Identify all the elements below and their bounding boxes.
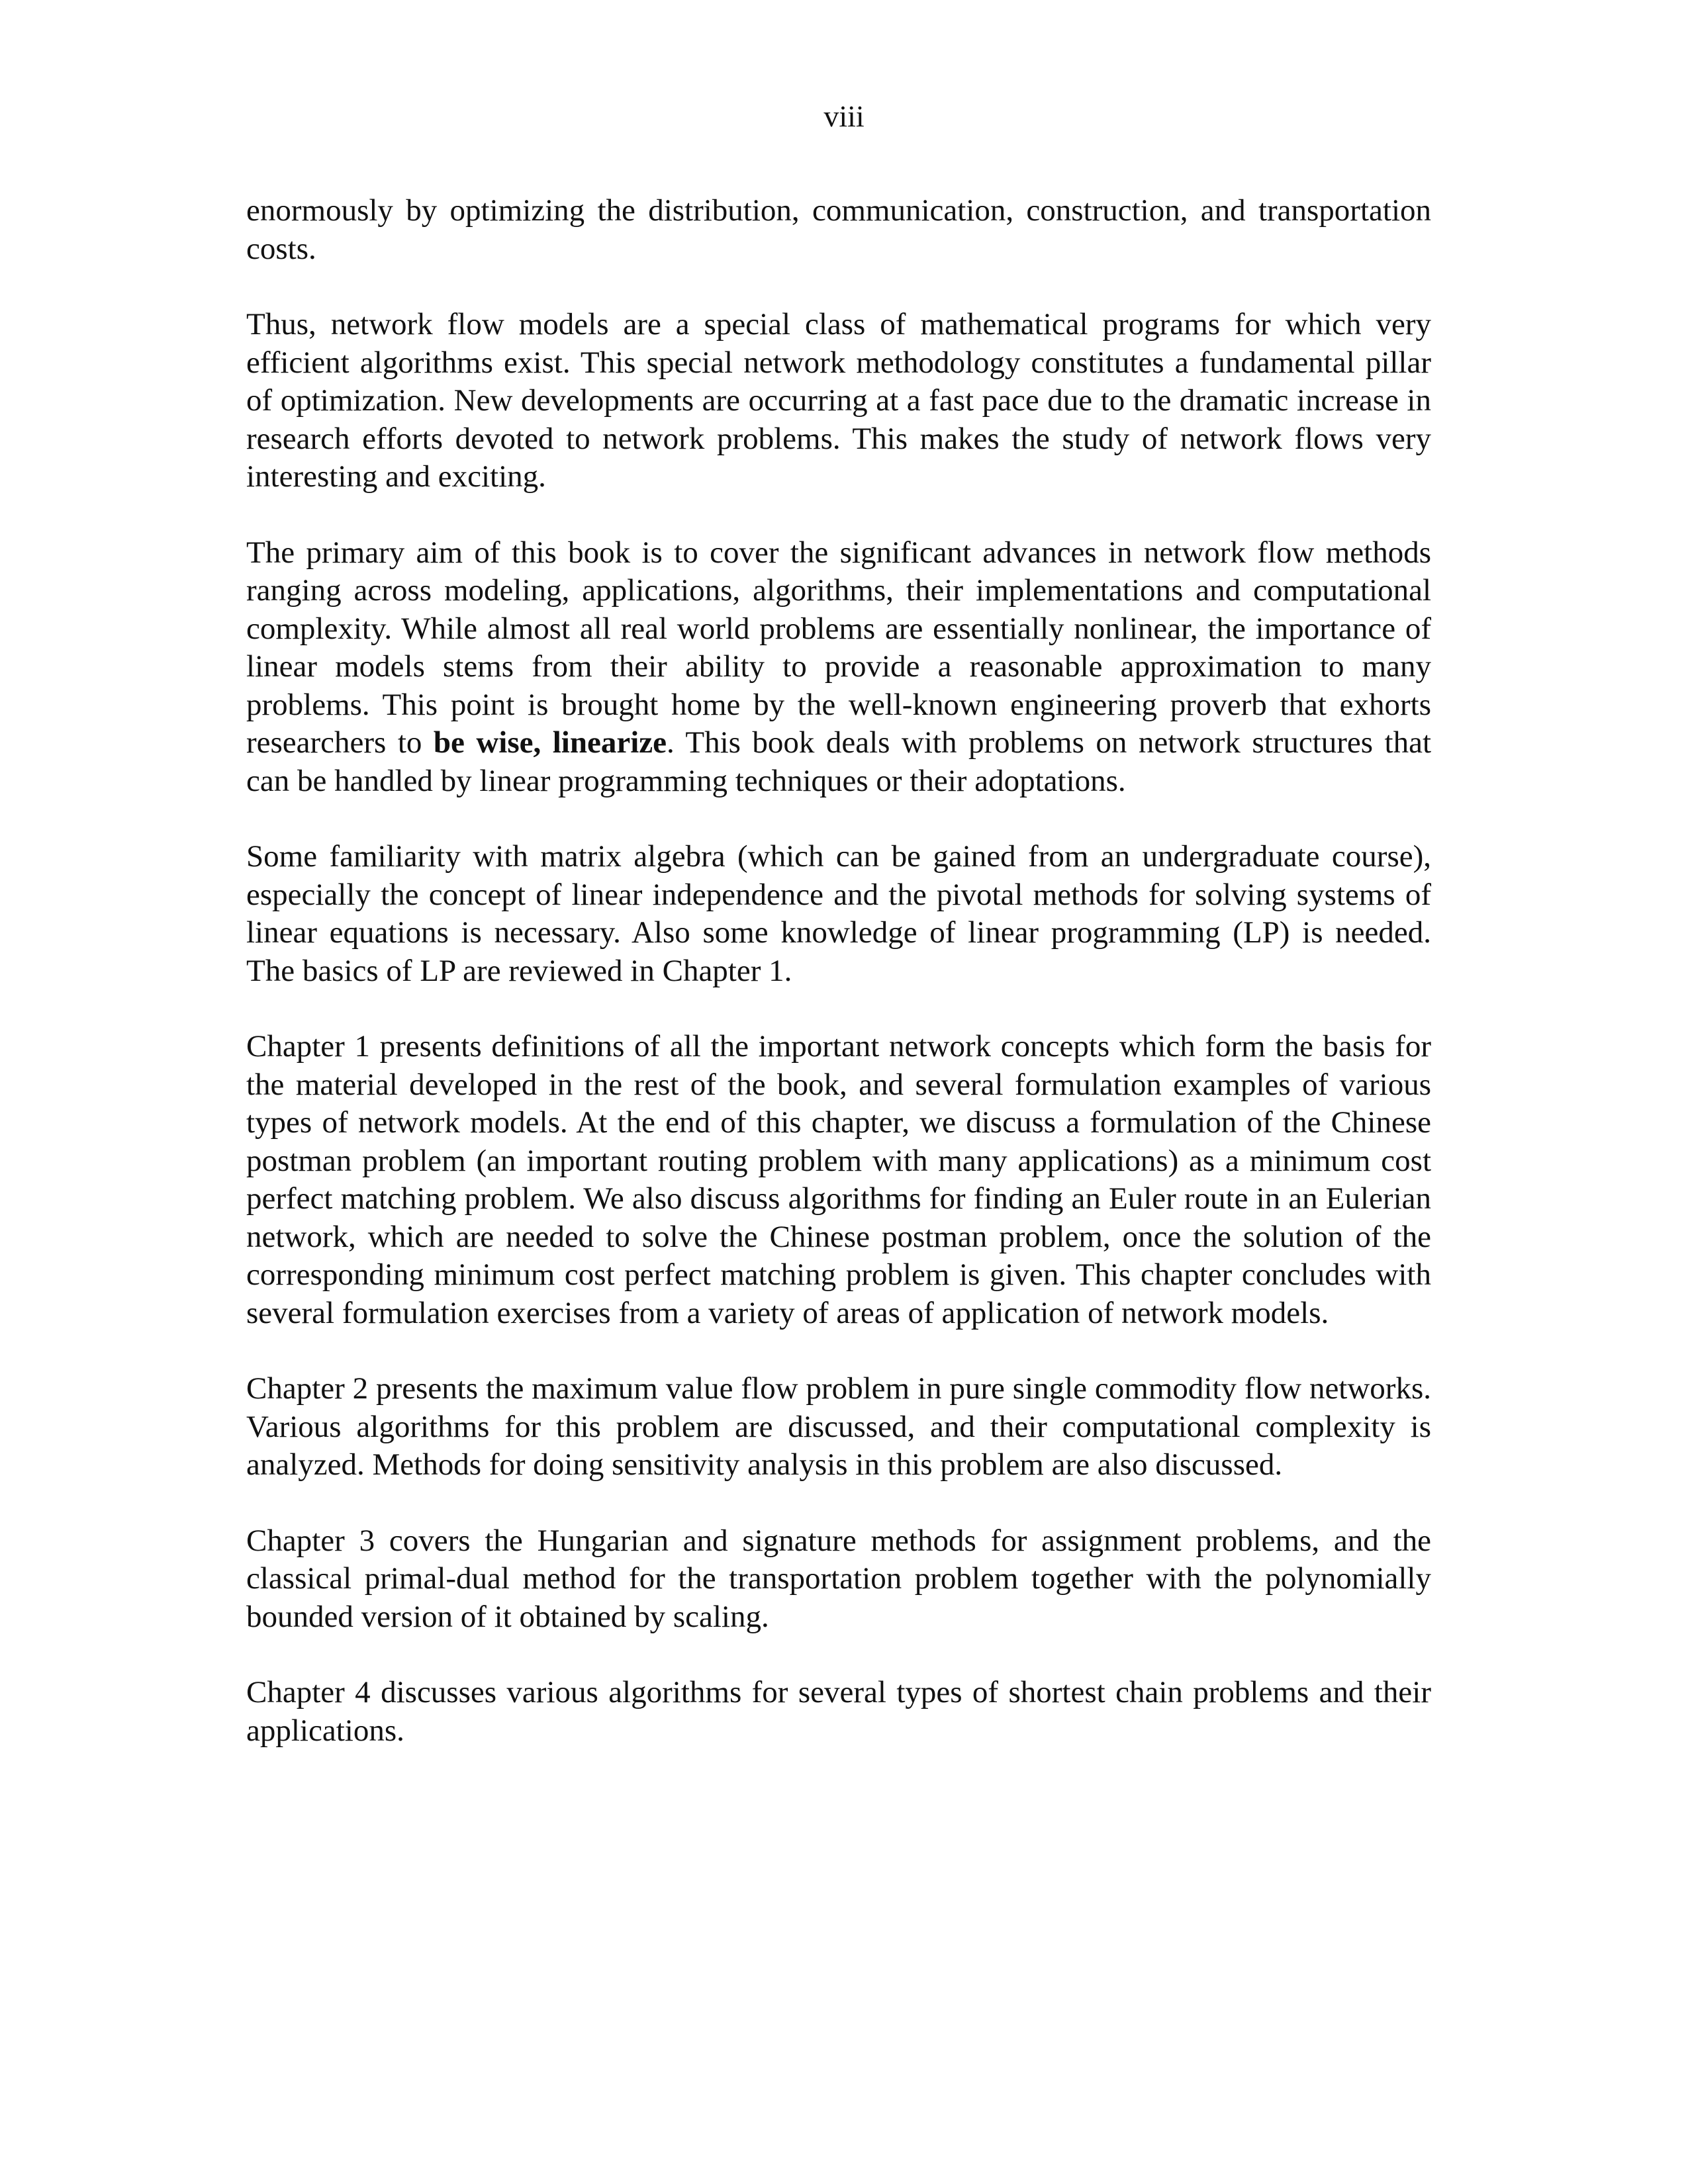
page-number: viii (823, 99, 865, 133)
aim-text-before: The primary aim of this book is to cover the significant advances in network flow methods ranging across modeling, applications, algorithms, their implementations and computational complexity. While almost all real world problems are essentially nonlinear, the importance of linear models stems from their ability to provide a reasonable approximation to many problems. This point is brought home by the well-known engineering proverb that exhorts researchers to (246, 535, 1431, 760)
aim-text-bold: be wise, linearize (433, 725, 667, 760)
paragraph-chapter-4: Chapter 4 discusses various algorithms for several types of shortest chain problems and their applications. (246, 1675, 1431, 1748)
paragraph-network-flow-models: Thus, network flow models are a special class of mathematical programs for which very efficient algorithms exist. This special network methodology constitutes a fundamental pillar of optimization. New developments are occurring at a fast pace due to the dramatic increase in research efforts devoted to network problems. This makes the study of network flows very interesting and exciting. (246, 307, 1431, 494)
paragraph-chapter-1: Chapter 1 presents definitions of all the important network concepts which form the basis for the material developed in the rest of the book, and several formulation examples of various types of network models. At the end of this chapter, we discuss a formulation of the Chinese postman problem (an important routing problem with many applications) as a minimum cost perfect matching problem. We also discuss algorithms for finding an Euler route in an Eulerian network, which are needed to solve the Chinese postman problem, once the solution of the corresponding minimum cost perfect matching problem is given. This chapter concludes with several formulation exercises from a variety of areas of application of network models. (246, 1029, 1431, 1330)
paragraph-chapter-3: Chapter 3 covers the Hungarian and signature methods for assignment problems, and the classical primal-dual method for the transportation problem together with the polynomially bounded version of it obtained by scaling. (246, 1523, 1431, 1634)
paragraph-costs: enormously by optimizing the distribution, communication, construction, and transportation costs. (246, 193, 1431, 266)
aim-text-after: . This book deals with problems on network structures that can be handled by linear programming techniques or their adoptations. (246, 725, 1431, 798)
body-text (246, 192, 1431, 1788)
paragraph-prerequisites: Some familiarity with matrix algebra (which can be gained from an undergraduate course), especially the concept of linear independence and the pivotal methods for solving systems of linear equations is necessary. Also some knowledge of linear programming (LP) is needed. The basics of LP are reviewed in Chapter 1. (246, 839, 1431, 988)
paragraph-chapter-2: Chapter 2 presents the maximum value flow problem in pure single commodity flow networks. Various algorithms for this problem are discussed, and their computational complexity is analyzed. Methods for doing sensitivity analysis in this problem are also discussed. (246, 1371, 1431, 1482)
paragraph-primary-aim (246, 534, 1431, 801)
